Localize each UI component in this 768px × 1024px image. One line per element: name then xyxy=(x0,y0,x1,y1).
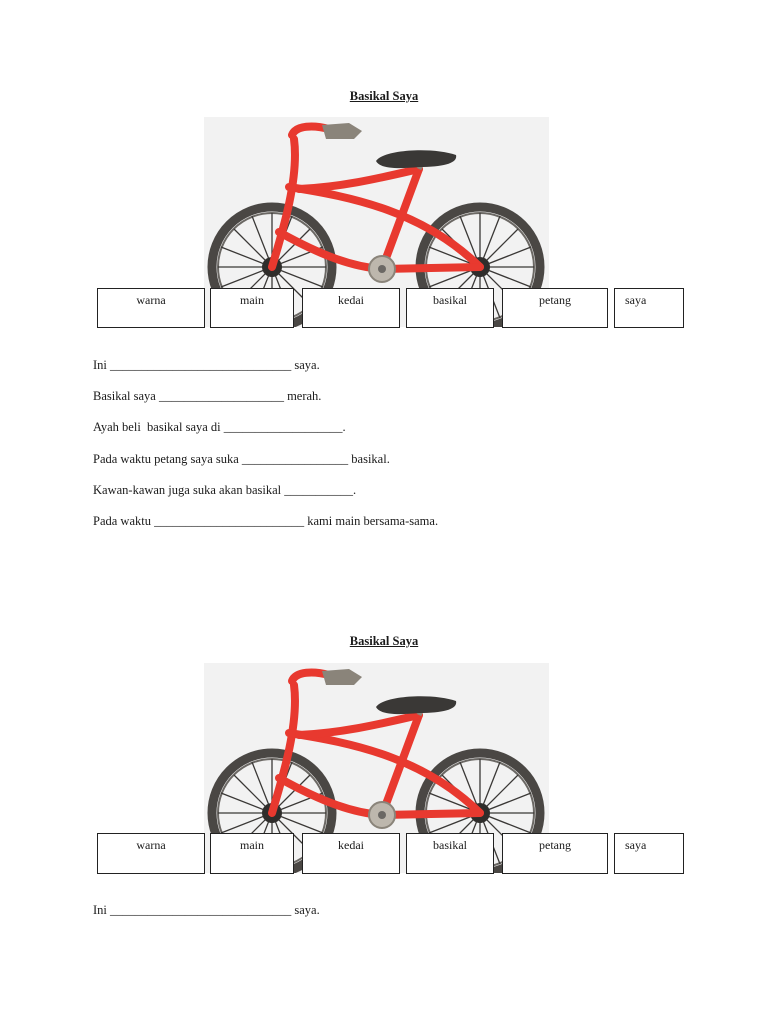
fill-in-sentence: Pada waktu petang saya suka _________________ basikal. xyxy=(93,452,390,466)
fill-in-sentence: Ini _____________________________ saya. xyxy=(93,903,320,917)
fill-in-sentence: Kawan-kawan juga suka akan basikal ___________. xyxy=(93,483,357,497)
worksheet-title: Basikal Saya xyxy=(349,89,419,103)
fill-in-sentence: Ini _____________________________ saya. xyxy=(93,358,320,372)
fill-in-sentence: Ayah beli basikal saya di ___________________. xyxy=(93,420,346,434)
fill-in-sentence: Pada waktu ________________________ kami main bersama-sama. xyxy=(93,514,439,528)
word-bank-box: main xyxy=(210,833,294,874)
worksheet-title: Basikal Saya xyxy=(349,634,419,648)
word-bank-box: warna xyxy=(97,833,205,874)
word-bank-box: saya xyxy=(614,833,684,874)
word-bank-box: warna xyxy=(97,288,205,328)
word-bank-box: basikal xyxy=(406,833,494,874)
fill-in-sentence: Basikal saya ____________________ merah. xyxy=(93,389,322,403)
word-bank-box: kedai xyxy=(302,833,400,874)
word-bank-box: petang xyxy=(502,288,608,328)
word-bank-box: petang xyxy=(502,833,608,874)
word-bank-box: basikal xyxy=(406,288,494,328)
word-bank-box: saya xyxy=(614,288,684,328)
word-bank-box: kedai xyxy=(302,288,400,328)
word-bank-box: main xyxy=(210,288,294,328)
